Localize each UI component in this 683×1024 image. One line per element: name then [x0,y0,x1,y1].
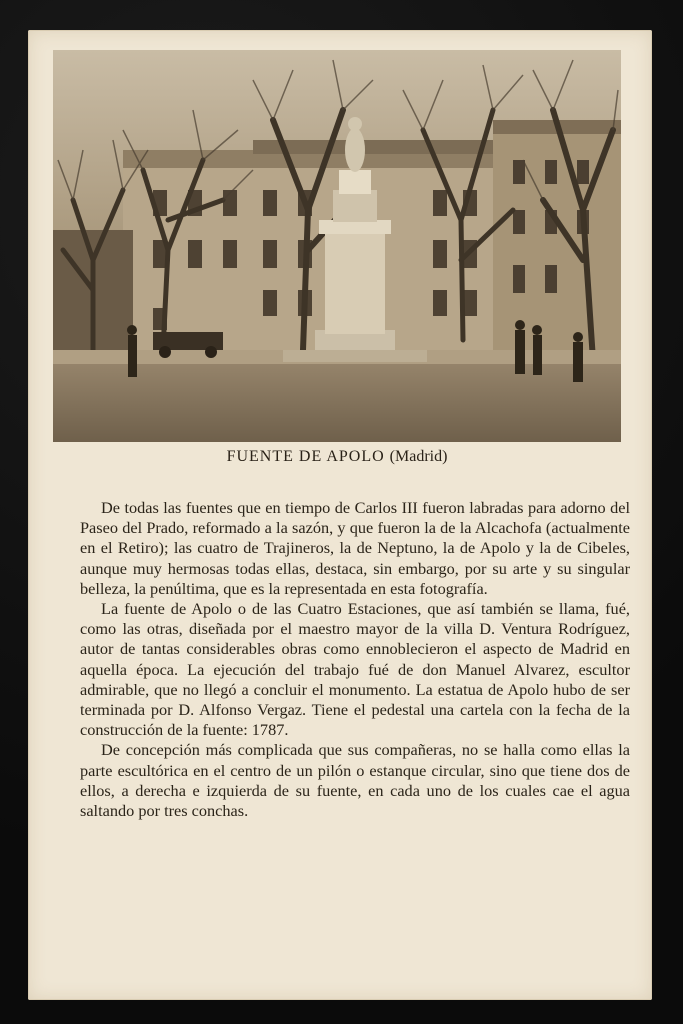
paragraph-1: De todas las fuentes que en tiempo de Carlos III fueron labradas para adorno del Paseo del Prado, reformado a la sazón, y que fueron la de la Alcachofa (actualmente en el Retiro); las cuatro de Trajineros, la de Neptuno, la de Apolo y la de Cibeles, aunque muy hermosas todas ellas, destaca, sin embargo, por su arte y su singular belleza, la penúltima, que es la representada en esta fotografía. [80,498,630,598]
photo-caption [53,448,621,466]
caption-title: FUENTE DE APOLO [226,448,385,465]
postcard [28,30,652,1000]
description-text [80,498,630,821]
caption-location: (Madrid) [389,448,448,465]
fountain-photo-illustration [53,50,621,442]
fountain-photograph [53,50,621,442]
paragraph-3: De concepción más complicada que sus compañeras, no se halla como ellas la parte escultórica en el centro de un pilón o estanque circular, sino que tiene dos de ellos, a derecha e izquierda de su fuente, en cada uno de los cuales cae el agua saltando por tres conchas. [80,740,630,821]
paragraph-2: La fuente de Apolo o de las Cuatro Estaciones, que así también se llama, fué, como las otras, diseñada por el maestro mayor de la villa D. Ventura Rodríguez, autor de tantas considerables obras como ennoblecieron el aspecto de Madrid en aquella época. La ejecución del trabajo fué de don Manuel Alvarez, escultor admirable, que no llegó a concluir el monumento. La estatua de Apolo hubo de ser terminada por D. Alfonso Vergaz. Tiene el pedestal una cartela con la fecha de la construcción de la fuente: 1787. [80,599,630,740]
